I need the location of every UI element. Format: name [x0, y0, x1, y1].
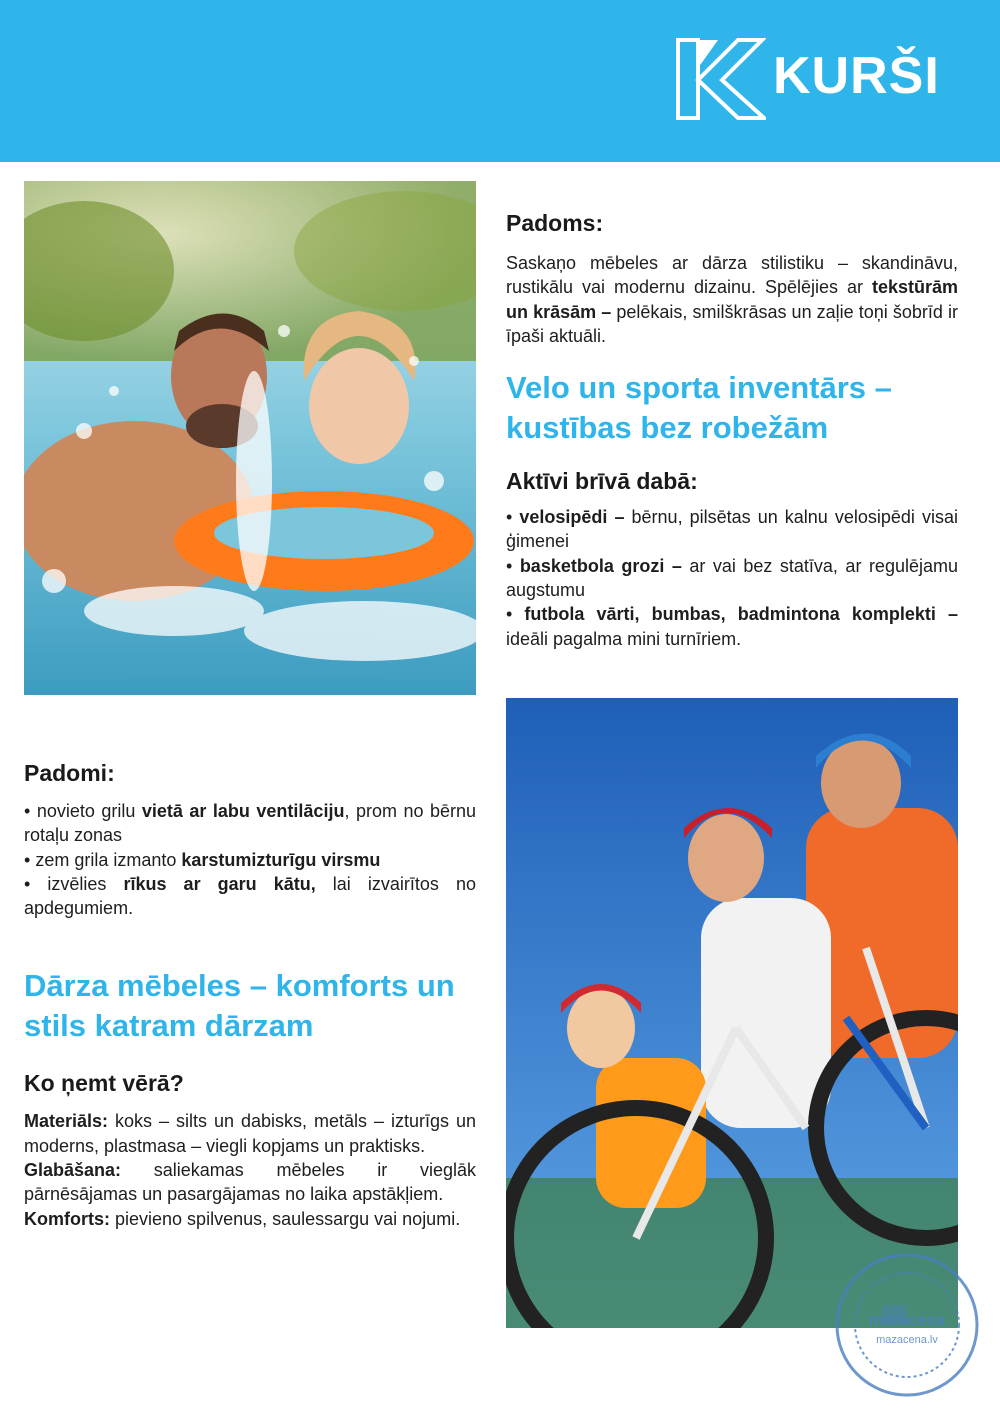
section-title-sports: Velo un sporta inventārs – kustības bez robežām — [506, 370, 892, 446]
sub-title-consider: Ko ņemt vērā? — [24, 1070, 184, 1097]
list-item: Materiāls: koks – silts un dabisks, metāls – izturīgs un moderns, plastmasa – viegli kopjams un praktisks. — [24, 1111, 476, 1156]
stamp-name: mazacena — [868, 1312, 946, 1329]
cycling-family-photo — [506, 698, 958, 1328]
k-logo-icon — [676, 38, 766, 120]
list-item: Komforts: pievieno spilvenus, saulessargu vai nojumi. — [24, 1208, 461, 1229]
grill-tips-list — [24, 799, 476, 920]
tip-text: Saskaņo mēbeles ar dārza stilistiku – skandināvu, rustikālu vai modernu dizainu. Spēlējies ar tekstūrām un krāsām – pelēkais, smilškrāsas un zaļie toņi šobrīd ir īpaši aktuāli. — [506, 253, 958, 346]
section-title-furniture: Dārza mēbeles – komforts un stils katram dārzam — [24, 968, 455, 1044]
sub-title-outdoor: Aktīvi brīvā dabā: — [506, 468, 698, 495]
tip-block-bottom — [24, 760, 476, 1231]
tip-title: Padoms: — [506, 210, 604, 236]
pool-family-photo — [24, 181, 476, 695]
brand-logo[interactable] — [676, 38, 951, 120]
tip-block-top — [506, 210, 958, 651]
mazacena-stamp — [832, 1250, 982, 1400]
list-item: • basketbola grozi – ar vai bez statīva, ar regulējamu augstumu — [506, 555, 958, 601]
list-item: • zem grila izmanto karstumizturīgu virsmu — [24, 849, 381, 870]
list-item: • velosipēdi – bērnu, pilsētas un kalnu velosipēdi visai ģimenei — [506, 507, 958, 552]
brand-name: KURŠI — [773, 47, 940, 105]
stamp-url: mazacena.lv — [876, 1334, 938, 1346]
list-item: • izvēlies rīkus ar garu kātu, lai izvairītos no apdegumiem. — [24, 873, 476, 919]
list-item: • futbola vārti, bumbas, badmintona komplekti – ideāli pagalma mini turnīriem. — [506, 604, 958, 649]
list-item: • novieto grilu vietā ar labu ventilāciju, prom no bērnu rotaļu zonas — [24, 801, 477, 846]
sports-list — [506, 505, 958, 651]
header-bar — [0, 0, 1000, 162]
list-item: Glabāšana: saliekamas mēbeles ir vieglāk pārnēsājamas un pasargājamas no laika apstākļiem. — [24, 1160, 476, 1205]
tips-title: Padomi: — [24, 760, 115, 786]
furniture-points — [24, 1109, 476, 1230]
